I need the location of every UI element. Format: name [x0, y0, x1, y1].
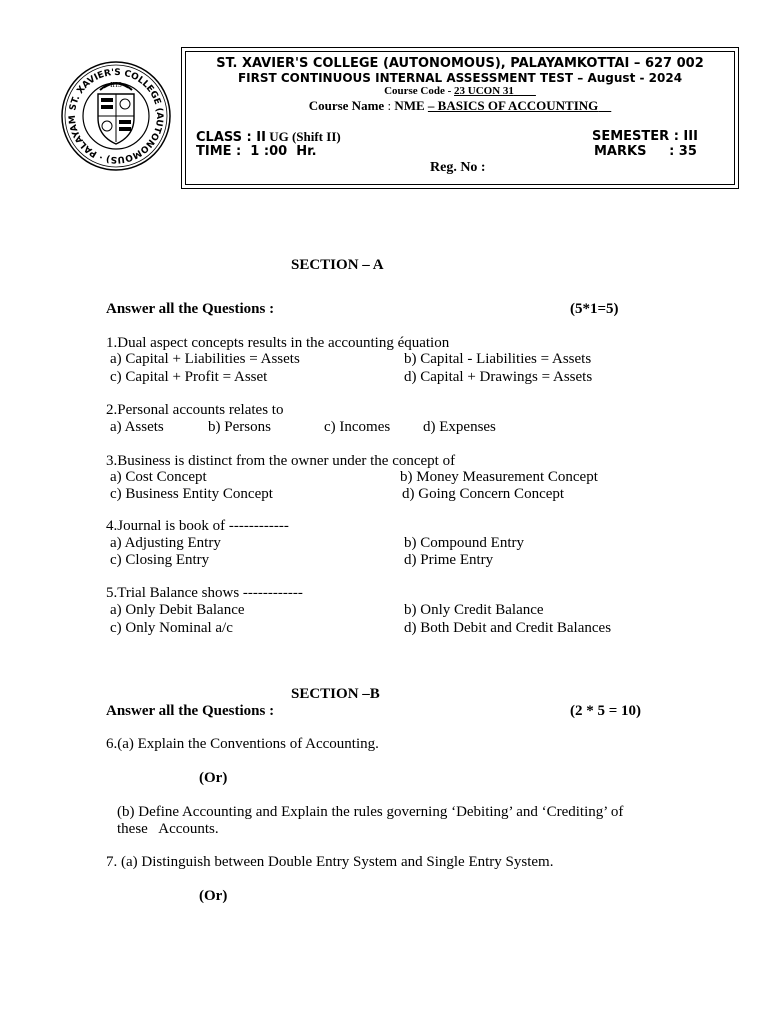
option-b: b) Persons	[208, 419, 271, 435]
option-a: a) Assets	[110, 419, 164, 435]
option-d: d) Going Concern Concept	[402, 486, 565, 502]
question-7a: 7. (a) Distinguish between Double Entry System and Single Entry System.	[106, 854, 554, 870]
section-a-title: SECTION – A	[291, 257, 384, 273]
option-d: d) Expenses	[423, 419, 496, 435]
option-a: a) Capital + Liabilities = Assets	[110, 351, 300, 367]
course-code-line	[185, 85, 735, 98]
course-name-prefix: NME	[394, 98, 425, 113]
question-stem: 4.Journal is book of ------------	[106, 518, 289, 534]
option-c: c) Business Entity Concept	[110, 486, 273, 502]
option-b: b) Compound Entry	[404, 535, 524, 551]
option-b: b) Capital - Liabilities = Assets	[404, 351, 592, 367]
class-label: CLASS : II	[196, 130, 266, 145]
section-b-title: SECTION –B	[291, 686, 380, 702]
question-stem: 1.Dual aspect concepts results in the accounting équation	[106, 335, 450, 351]
test-title: FIRST CONTINUOUS INTERNAL ASSESSMENT TEST – August - 2024	[237, 71, 683, 85]
section-a-marks: (5*1=5)	[570, 301, 619, 317]
semester-line: SEMESTER : III	[592, 129, 698, 144]
option-b: b) Only Credit Balance	[404, 602, 544, 618]
marks-line: MARKS : 35	[594, 144, 697, 159]
option-d: d) Both Debit and Credit Balances	[404, 620, 612, 636]
option-c: c) Closing Entry	[110, 552, 210, 568]
svg-text:IHS: IHS	[110, 82, 122, 89]
option-d: d) Capital + Drawings = Assets	[404, 369, 593, 385]
or-separator: (Or)	[199, 770, 228, 786]
college-logo	[60, 60, 172, 172]
option-c: c) Capital + Profit = Asset	[110, 369, 268, 385]
question-6b-line1: (b) Define Accounting and Explain the rules governing ‘Debiting’ and ‘Crediting’ of	[117, 804, 624, 820]
class-value: UG (Shift II)	[269, 129, 341, 144]
course-name-label: Course Name	[308, 98, 385, 113]
reg-no: Reg. No :	[430, 160, 486, 175]
question-stem: 5.Trial Balance shows ------------	[106, 585, 303, 601]
option-c: c) Incomes	[324, 419, 391, 435]
option-d: d) Prime Entry	[404, 552, 494, 568]
question-stem: 3.Business is distinct from the owner under the concept of	[106, 453, 456, 469]
course-name: – BASICS OF ACCOUNTING	[427, 98, 599, 113]
section-b-instruction: Answer all the Questions :	[106, 703, 275, 719]
option-c: c) Only Nominal a/c	[110, 620, 233, 636]
time-line: TIME : 1 :00 Hr.	[196, 144, 317, 159]
option-a: a) Only Debit Balance	[110, 602, 245, 618]
question-6b-line2: these Accounts.	[117, 821, 219, 837]
option-a: a) Cost Concept	[110, 469, 207, 485]
section-b-marks: (2 * 5 = 10)	[570, 703, 642, 719]
class-line	[196, 129, 341, 145]
or-separator: (Or)	[199, 888, 228, 904]
course-name-line: Course Name : NME – BASICS OF ACCOUNTING	[185, 98, 735, 113]
option-b: b) Money Measurement Concept	[400, 469, 598, 485]
college-name: ST. XAVIER'S COLLEGE (AUTONOMOUS), PALAYAMKOTTAI – 627 002	[216, 56, 704, 71]
question-6a: 6.(a) Explain the Conventions of Accounting.	[106, 736, 379, 752]
option-a: a) Adjusting Entry	[110, 535, 221, 551]
course-code-label: Course Code -	[384, 85, 452, 97]
section-a-instruction: Answer all the Questions :	[106, 301, 275, 317]
svg-text:ST. XAVIER'S COLLEGE (AUTONOMO: ST. XAVIER'S COLLEGE (AUTONOMOUS) · PALAYAM	[67, 67, 165, 165]
course-code: 23 UCON 31	[454, 85, 514, 97]
question-stem: 2.Personal accounts relates to	[106, 402, 284, 418]
